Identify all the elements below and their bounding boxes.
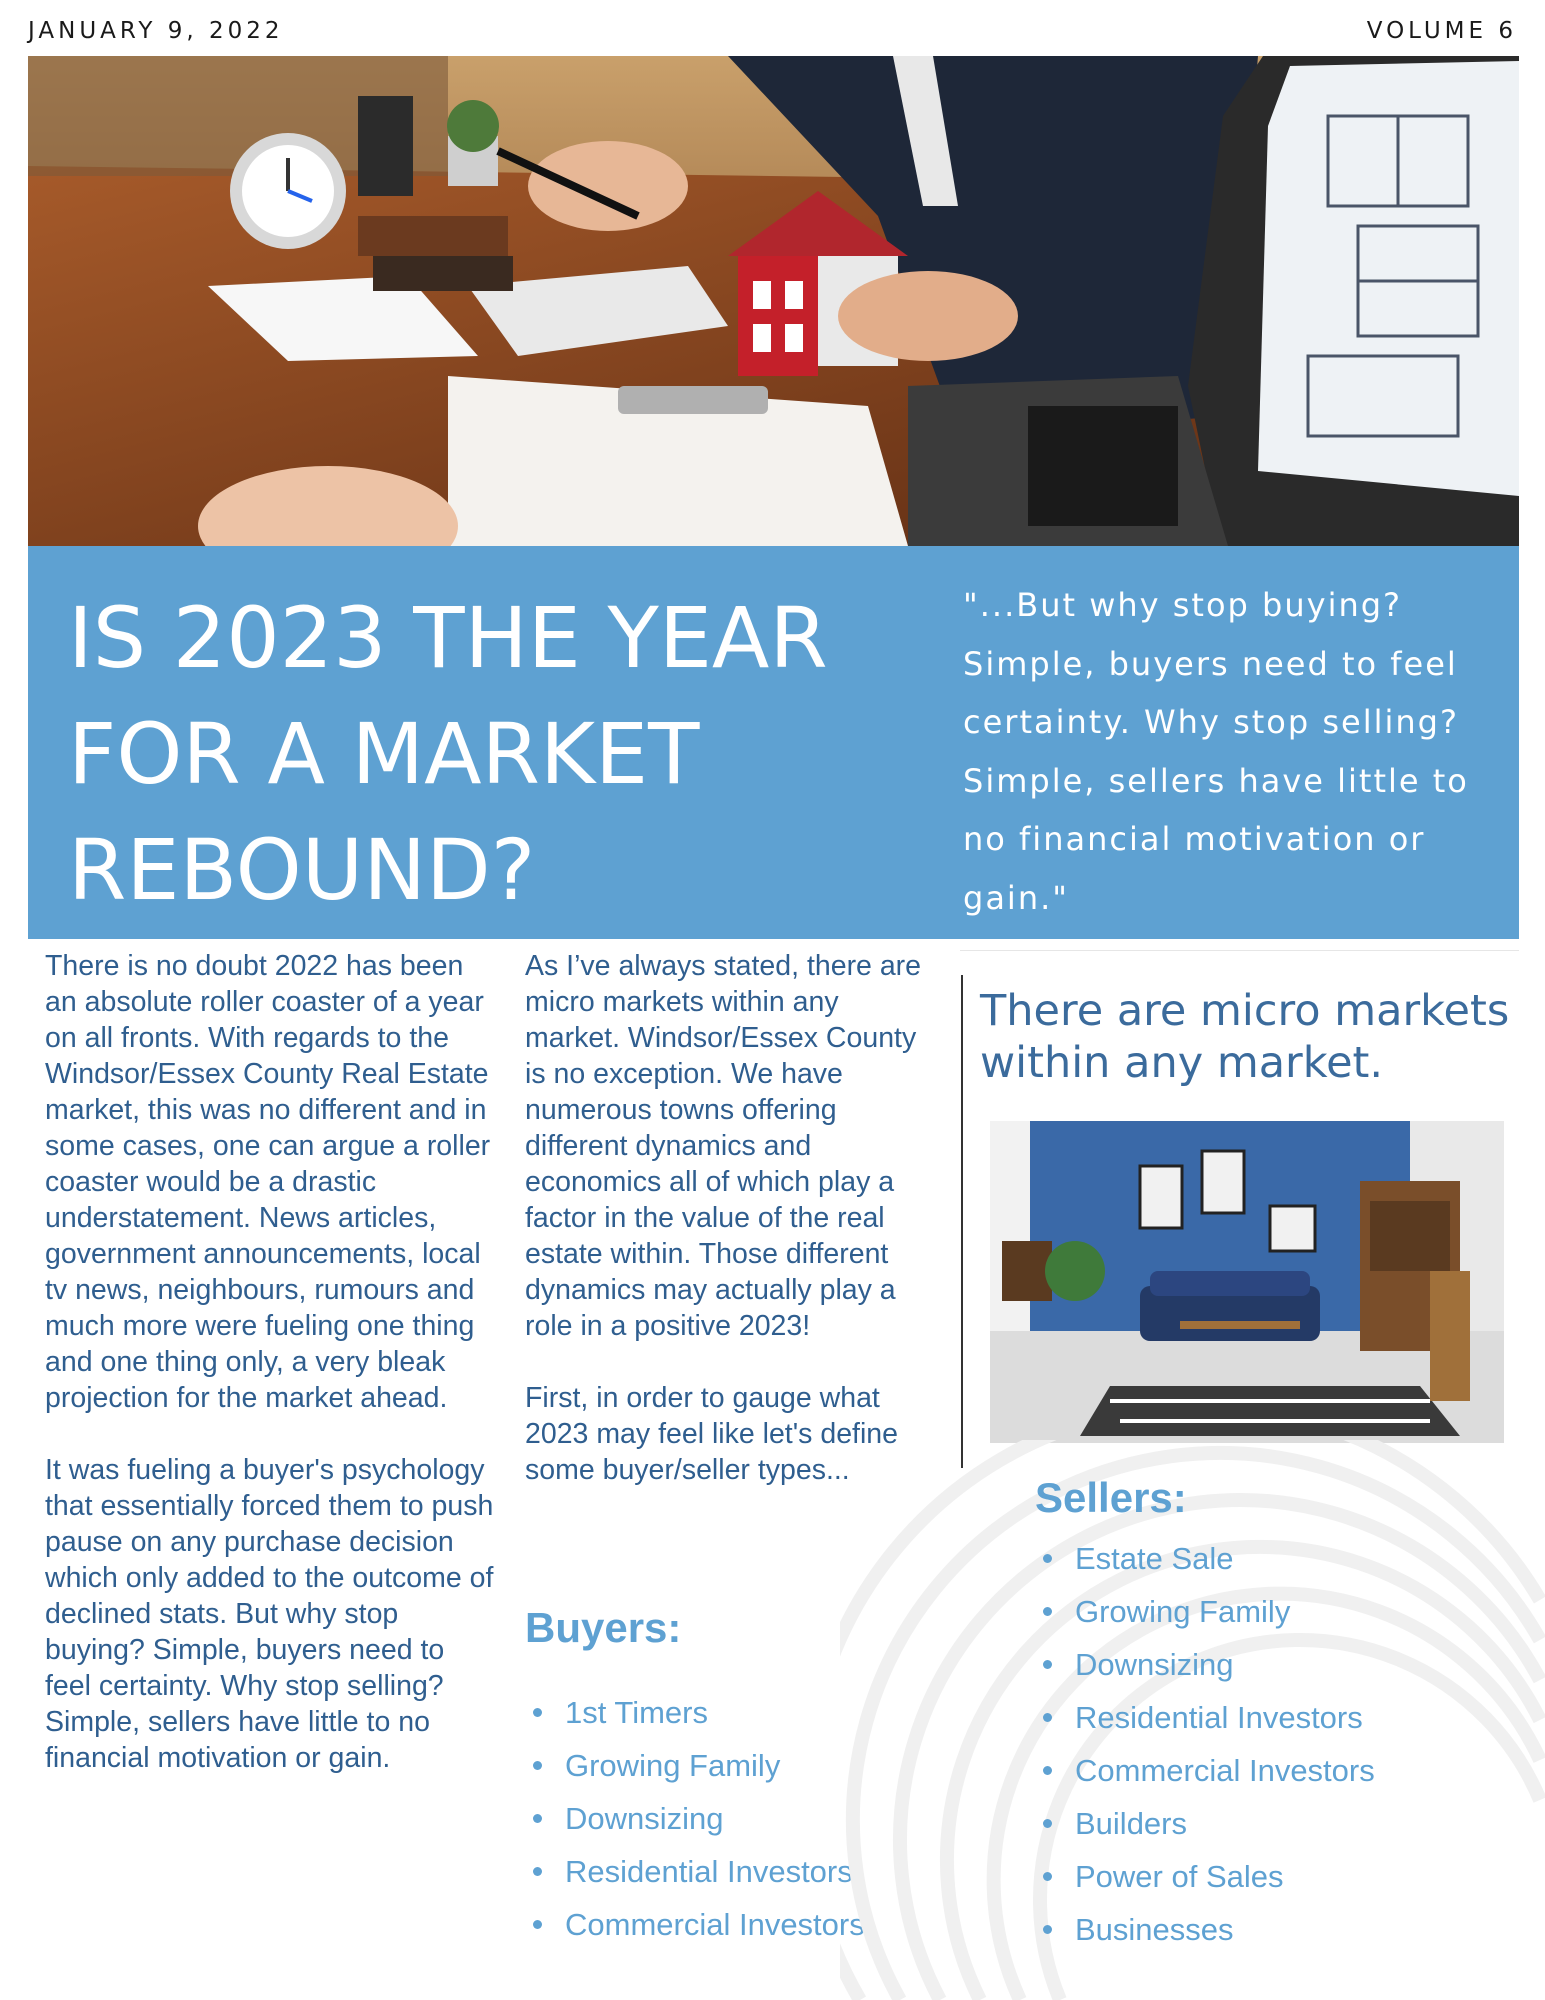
- paragraph: There is no doubt 2022 has been an absolute roller coaster of a year on all fronts. With regards to the Windsor/Essex County Real Estate market, this was no different and in some cases, one can argue a roller coaster would be a drastic understatement. News articles, government announcements, local tv news, neighbours, rumours and much more were fueling one thing and one thing only, a very bleak projection for the market ahead.: [45, 950, 491, 1414]
- paragraph: As I’ve always stated, there are micro markets within any market. Windsor/Essex County is no exception. We have numerous towns offering different dynamics and economics all of which play a factor in the value of the real estate within. Those different dynamics may actually play a role in a positive 2023!: [525, 950, 922, 1342]
- sidebar-heading: There are micro markets within any market.: [980, 986, 1510, 1088]
- sellers-section: [1035, 1474, 1515, 1956]
- list-item: Residential Investors: [525, 1845, 945, 1898]
- list-item: Power of Sales: [1035, 1850, 1515, 1903]
- divider: [960, 950, 1519, 951]
- list-item: Growing Family: [525, 1739, 945, 1792]
- list-item: Estate Sale: [1035, 1532, 1515, 1585]
- pull-quote: "...But why stop buying? Simple, buyers need to feel certainty. Why stop selling? Simple, sellers have little to no financial motivation or gain.": [963, 586, 1469, 917]
- column-divider: [961, 975, 963, 1468]
- buyers-heading: Buyers:: [525, 1604, 682, 1651]
- hero-photo: [28, 56, 1519, 546]
- list-item: Builders: [1035, 1797, 1515, 1850]
- issue-volume: VOLUME 6: [1366, 18, 1517, 44]
- title-band: [28, 546, 1519, 939]
- list-item: Downsizing: [1035, 1638, 1515, 1691]
- list-item: Residential Investors: [1035, 1691, 1515, 1744]
- issue-date: JANUARY 9, 2022: [28, 18, 284, 44]
- paragraph: First, in order to gauge what 2023 may feel like let's define some buyer/seller types...: [525, 1382, 898, 1486]
- sellers-heading: Sellers:: [1035, 1474, 1187, 1521]
- list-item: Growing Family: [1035, 1585, 1515, 1638]
- list-item: Commercial Investors: [1035, 1744, 1515, 1797]
- list-item: 1st Timers: [525, 1686, 945, 1739]
- living-room-photo: [990, 1121, 1504, 1443]
- article-column-2: [525, 948, 940, 1524]
- sellers-list: [1035, 1532, 1515, 1956]
- paragraph: It was fueling a buyer's psychology that essentially forced them to push pause on any purchase decision which only added to the outcome of declined stats. But why stop buying? Simple, buyers need to feel certainty. Why stop selling? Simple, sellers have little to no financial motivation or gain.: [45, 1454, 494, 1774]
- list-item: Downsizing: [525, 1792, 945, 1845]
- headline: IS 2023 THE YEAR FOR A MARKET REBOUND?: [68, 589, 828, 919]
- list-item: Commercial Investors: [525, 1898, 945, 1951]
- article-column-1: [45, 948, 495, 1812]
- list-item: Businesses: [1035, 1903, 1515, 1956]
